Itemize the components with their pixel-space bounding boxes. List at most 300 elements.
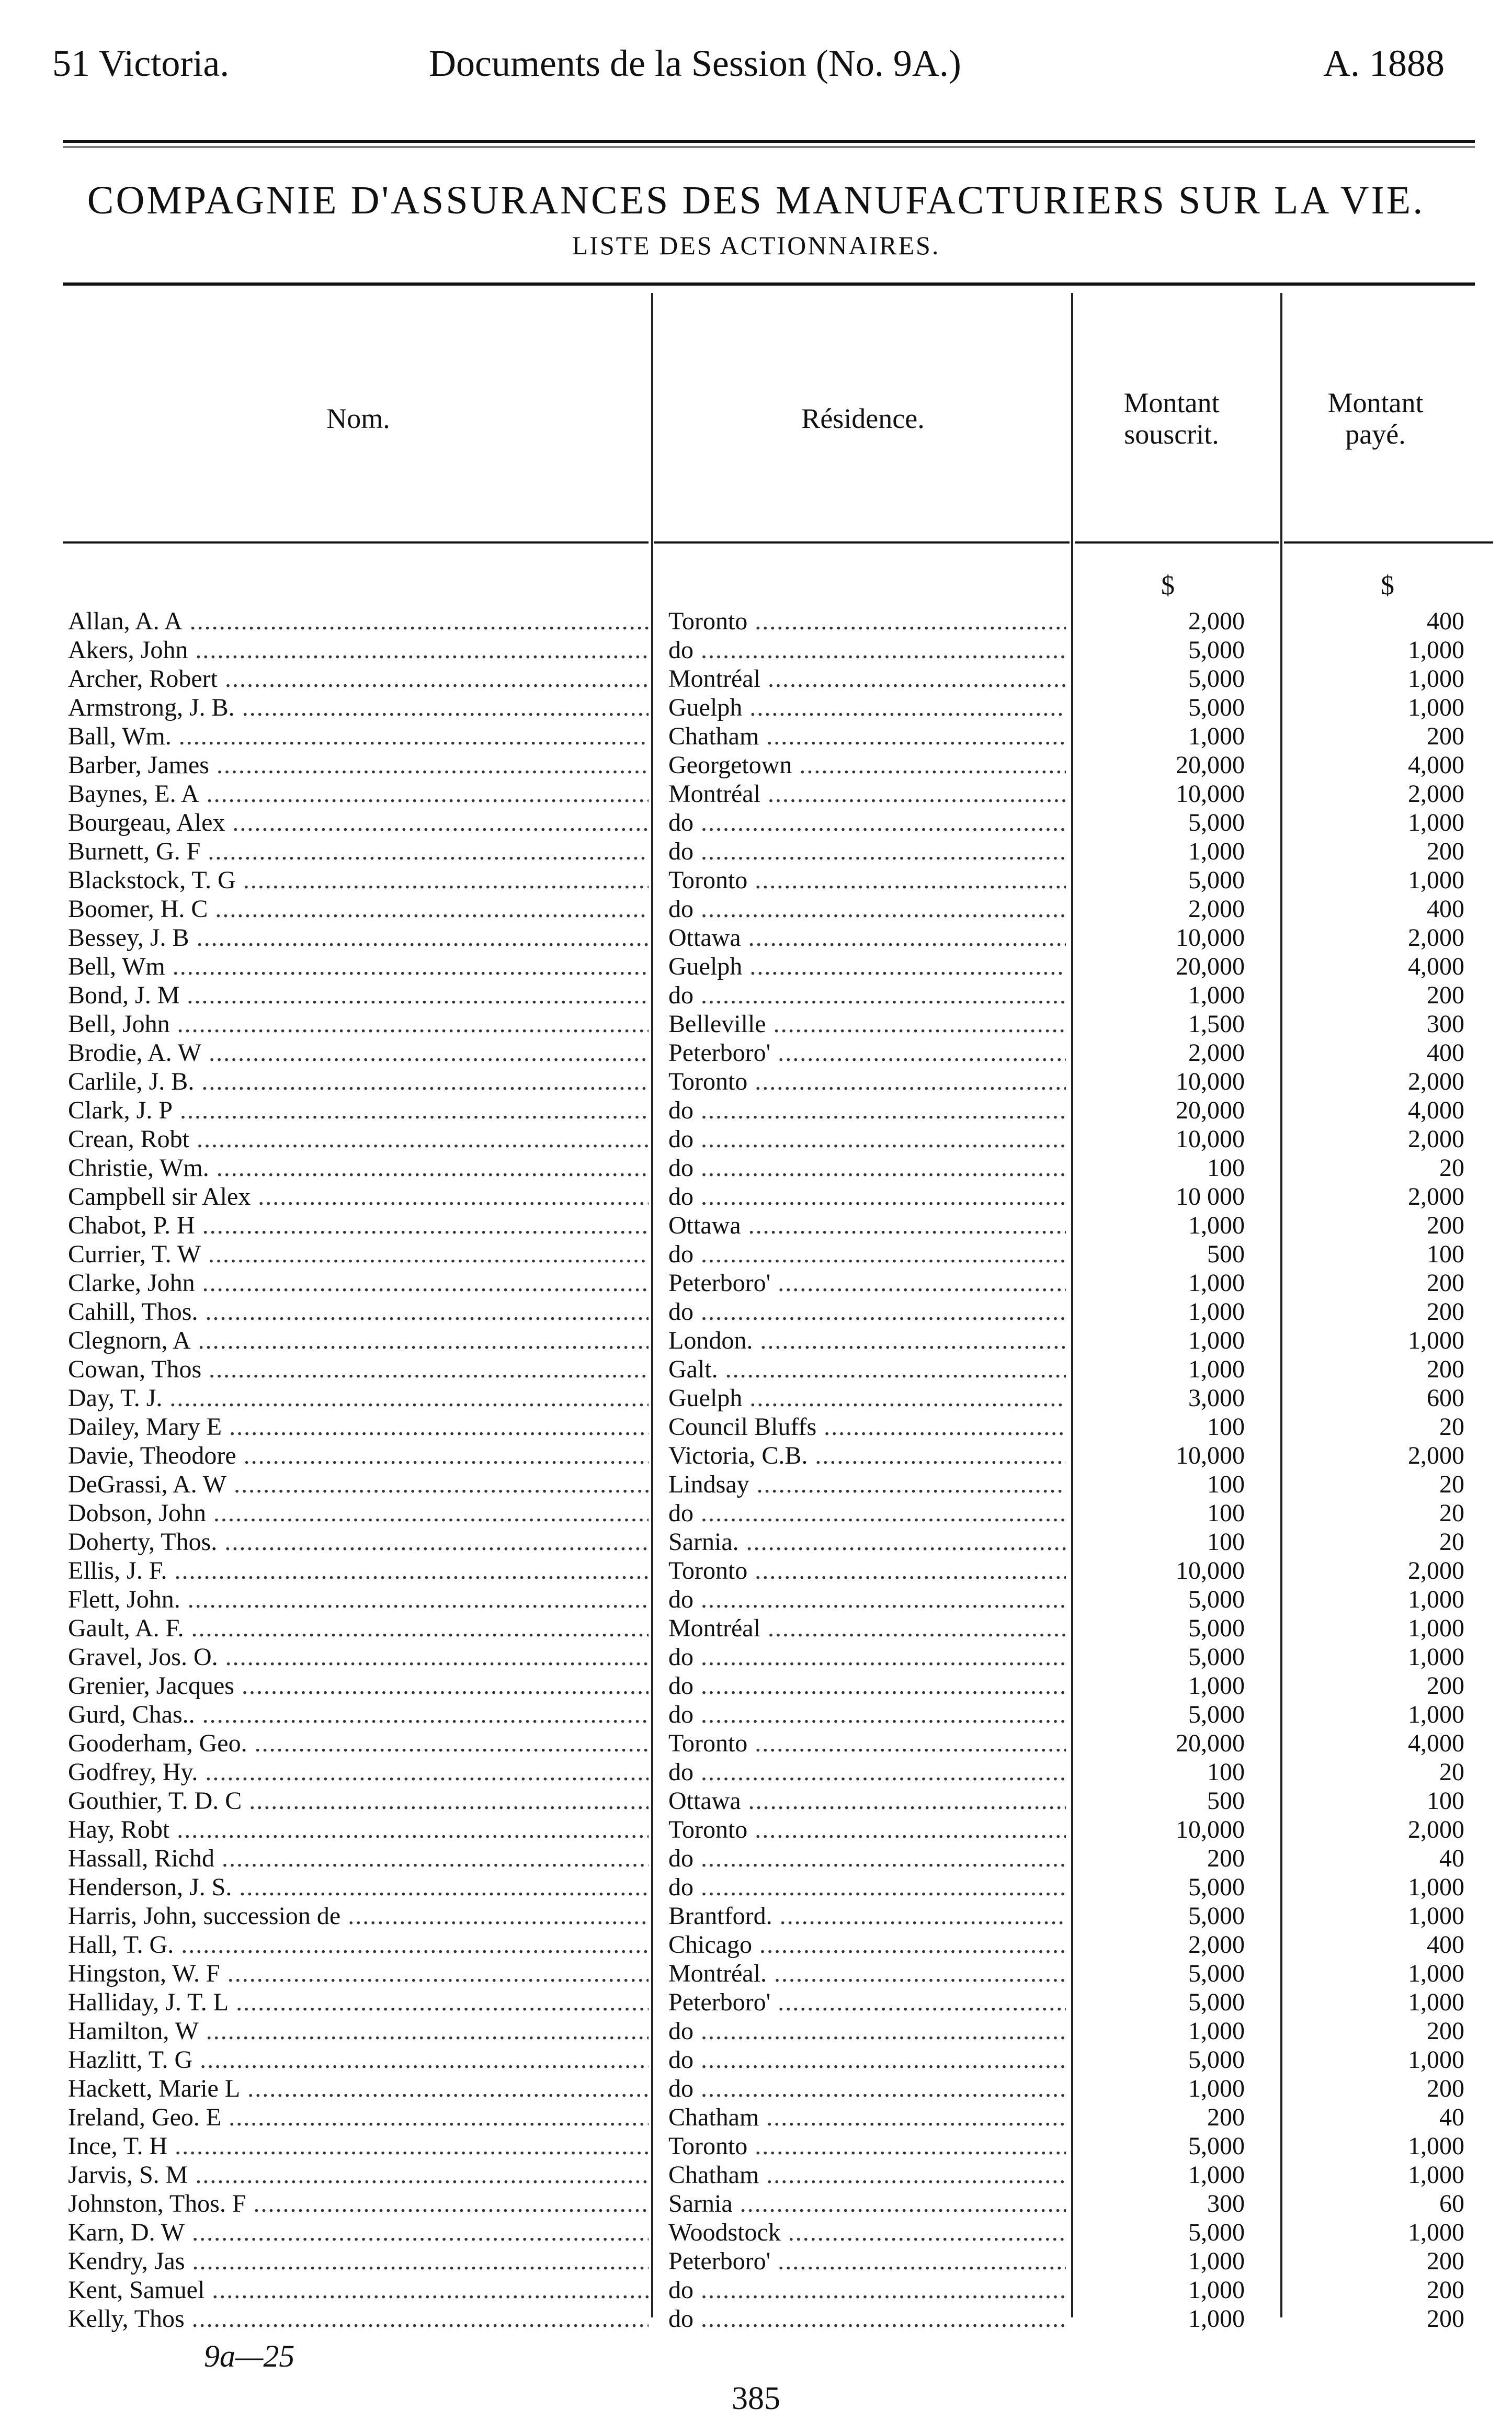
shareholder-residence: do ..... [668, 837, 1066, 866]
table-row [0, 2074, 1512, 2103]
table-row [0, 1528, 1512, 1556]
shareholder-name: Bell, John ..... [68, 1010, 649, 1038]
currency-symbol-subscribed: $ [1161, 571, 1175, 601]
amount-paid: 200 [1427, 1298, 1464, 1326]
shareholder-residence: Guelph ..... [668, 693, 1066, 722]
table-row [0, 1038, 1512, 1067]
shareholder-name: Ball, Wm. ..... [68, 722, 649, 751]
shareholder-name: Cahill, Thos. ..... [68, 1297, 649, 1326]
amount-subscribed: 100 [1207, 1758, 1245, 1786]
column-header-name: Nom. [326, 403, 390, 434]
shareholder-residence: Sarnia. ..... [668, 1528, 1066, 1556]
shareholder-residence: Woodstock ..... [668, 2218, 1066, 2247]
shareholder-residence: Toronto ..... [668, 1067, 1066, 1096]
shareholder-name: Archer, Robert ..... [68, 664, 649, 693]
amount-subscribed: 100 [1207, 1413, 1245, 1441]
amount-subscribed: 5,000 [1188, 2046, 1245, 2074]
shareholder-residence: Sarnia ..... [668, 2189, 1066, 2218]
amount-paid: 1,000 [1408, 1586, 1464, 1613]
amount-paid: 2,000 [1408, 1816, 1464, 1843]
amount-subscribed: 10,000 [1176, 1125, 1245, 1153]
shareholder-name: Bond, J. M ..... [68, 981, 649, 1010]
shareholder-residence: Ottawa ..... [668, 1211, 1066, 1240]
amount-paid: 20 [1439, 1499, 1464, 1527]
table-row [0, 1125, 1512, 1153]
shareholder-name: Bessey, J. B ..... [68, 923, 649, 952]
shareholder-residence: do ..... [668, 1499, 1066, 1528]
column-header-rule-name [63, 541, 649, 544]
shareholder-name: Carlile, J. B. ..... [68, 1067, 649, 1096]
shareholder-name: Hackett, Marie L ..... [68, 2074, 649, 2103]
amount-subscribed: 5,000 [1188, 1614, 1245, 1642]
table-row [0, 2276, 1512, 2304]
amount-subscribed: 1,000 [1188, 838, 1245, 865]
shareholder-name: Baynes, E. A ..... [68, 779, 649, 808]
table-row [0, 1729, 1512, 1758]
amount-subscribed: 1,000 [1188, 2017, 1245, 2045]
amount-paid: 200 [1427, 2276, 1464, 2304]
amount-subscribed: 200 [1207, 2103, 1245, 2131]
table-row [0, 1614, 1512, 1643]
amount-subscribed: 10,000 [1176, 924, 1245, 952]
amount-paid: 4,000 [1408, 1729, 1464, 1757]
shareholder-residence: Peterboro' ..... [668, 1988, 1066, 2017]
shareholder-residence: do ..... [668, 1671, 1066, 1700]
amount-paid: 2,000 [1408, 1068, 1464, 1095]
amount-subscribed: 10,000 [1176, 1816, 1245, 1843]
shareholder-name: Kendry, Jas ..... [68, 2247, 649, 2276]
table-row [0, 636, 1512, 664]
shareholder-name: Hassall, Richd ..... [68, 1844, 649, 1873]
amount-subscribed: 5,000 [1188, 1586, 1245, 1613]
shareholder-name: Henderson, J. S. ..... [68, 1873, 649, 1902]
shareholder-residence: do ..... [668, 2045, 1066, 2074]
amount-paid: 400 [1427, 1931, 1464, 1959]
table-row [0, 2045, 1512, 2074]
table-row [0, 1269, 1512, 1297]
shareholder-name: Johnston, Thos. F ..... [68, 2189, 649, 2218]
amount-paid: 4,000 [1408, 953, 1464, 980]
amount-paid: 1,000 [1408, 809, 1464, 836]
header-session: 51 Victoria. [52, 42, 230, 84]
shareholder-residence: Peterboro' ..... [668, 2247, 1066, 2276]
shareholder-name: Gouthier, T. D. C ..... [68, 1786, 649, 1815]
sheet-signature: 9a—25 [204, 2339, 295, 2373]
table-row [0, 1182, 1512, 1211]
amount-paid: 1,000 [1408, 2219, 1464, 2246]
table-row [0, 1873, 1512, 1902]
amount-subscribed: 1,000 [1188, 2161, 1245, 2189]
table-row [0, 1815, 1512, 1844]
table-row [0, 1412, 1512, 1441]
table-row [0, 1988, 1512, 2017]
shareholder-residence: Belleville ..... [668, 1010, 1066, 1038]
shareholder-residence: do ..... [668, 1125, 1066, 1153]
shareholder-name: Barber, James ..... [68, 751, 649, 779]
shareholder-residence: do ..... [668, 1844, 1066, 1873]
amount-paid: 200 [1427, 2247, 1464, 2275]
shareholder-residence: Council Bluffs ..... [668, 1412, 1066, 1441]
amount-subscribed: 3,000 [1188, 1384, 1245, 1412]
shareholder-name: Ireland, Geo. E ..... [68, 2103, 649, 2132]
shareholder-residence: London. ..... [668, 1326, 1066, 1355]
table-row [0, 1786, 1512, 1815]
amount-subscribed: 5,000 [1188, 2132, 1245, 2160]
shareholder-name: Boomer, H. C ..... [68, 895, 649, 923]
shareholder-name: Kent, Samuel ..... [68, 2276, 649, 2304]
shareholder-name: Bourgeau, Alex ..... [68, 808, 649, 837]
shareholder-residence: Victoria, C.B. ..... [668, 1441, 1066, 1470]
table-row [0, 1067, 1512, 1096]
amount-paid: 1,000 [1408, 1327, 1464, 1354]
shareholder-name: Ellis, J. F. ..... [68, 1556, 649, 1585]
amount-paid: 2,000 [1408, 924, 1464, 952]
shareholder-name: Gurd, Chas.. ..... [68, 1700, 649, 1729]
amount-subscribed: 5,000 [1188, 694, 1245, 721]
amount-subscribed: 1,000 [1188, 722, 1245, 750]
shareholder-residence: do ..... [668, 1153, 1066, 1182]
table-row [0, 1010, 1512, 1038]
table-row [0, 1470, 1512, 1499]
currency-symbol-paid: $ [1381, 571, 1394, 601]
amount-subscribed: 1,000 [1188, 1212, 1245, 1239]
amount-paid: 100 [1427, 1787, 1464, 1815]
table-row [0, 1585, 1512, 1614]
column-header-rule-paid [1284, 541, 1493, 544]
amount-subscribed: 300 [1207, 2190, 1245, 2218]
table-row [0, 2103, 1512, 2132]
amount-subscribed: 5,000 [1188, 636, 1245, 664]
amount-subscribed: 5,000 [1188, 1873, 1245, 1901]
shareholder-residence: Ottawa ..... [668, 923, 1066, 952]
table-row [0, 1355, 1512, 1384]
amount-paid: 1,000 [1408, 1902, 1464, 1930]
amount-paid: 1,000 [1408, 665, 1464, 693]
shareholder-name: Cowan, Thos ..... [68, 1355, 649, 1384]
amount-paid: 200 [1427, 2075, 1464, 2102]
amount-subscribed: 5,000 [1188, 1701, 1245, 1728]
shareholder-residence: Ottawa ..... [668, 1786, 1066, 1815]
shareholder-residence: Galt. ..... [668, 1355, 1066, 1384]
amount-paid: 40 [1439, 1845, 1464, 1872]
shareholder-residence: Peterboro' ..... [668, 1269, 1066, 1297]
amount-paid: 200 [1427, 722, 1464, 750]
amount-subscribed: 2,000 [1188, 1039, 1245, 1067]
amount-paid: 600 [1427, 1384, 1464, 1412]
amount-subscribed: 2,000 [1188, 607, 1245, 635]
amount-subscribed: 1,000 [1188, 981, 1245, 1009]
shareholder-name: Godfrey, Hy. ..... [68, 1758, 649, 1786]
amount-subscribed: 5,000 [1188, 866, 1245, 894]
table-row [0, 2247, 1512, 2276]
shareholder-name: Clegnorn, A ..... [68, 1326, 649, 1355]
amount-subscribed: 10,000 [1176, 780, 1245, 808]
amount-paid: 200 [1427, 1269, 1464, 1297]
amount-subscribed: 10 000 [1176, 1183, 1245, 1210]
amount-subscribed: 1,000 [1188, 2276, 1245, 2304]
amount-paid: 400 [1427, 607, 1464, 635]
shareholder-name: Harris, John, succession de ..... [68, 1902, 649, 1930]
document-title: COMPAGNIE D'ASSURANCES DES MANUFACTURIERS SUR LA VIE. [87, 178, 1425, 222]
shareholder-name: Gravel, Jos. O. ..... [68, 1643, 649, 1671]
amount-subscribed: 100 [1207, 1528, 1245, 1556]
amount-paid: 1,000 [1408, 1614, 1464, 1642]
table-row [0, 1844, 1512, 1873]
column-header-rule-residence [654, 541, 1070, 544]
amount-paid: 20 [1439, 1413, 1464, 1441]
amount-subscribed: 2,000 [1188, 895, 1245, 923]
table-row [0, 1758, 1512, 1786]
shareholder-residence: do ..... [668, 895, 1066, 923]
shareholder-name: Christie, Wm. ..... [68, 1153, 649, 1182]
shareholder-name: Hingston, W. F ..... [68, 1959, 649, 1988]
table-row [0, 866, 1512, 895]
amount-subscribed: 1,000 [1188, 2247, 1245, 2275]
amount-subscribed: 5,000 [1188, 1643, 1245, 1671]
amount-subscribed: 1,000 [1188, 1298, 1245, 1326]
amount-paid: 200 [1427, 2017, 1464, 2045]
shareholder-name: Currier, T. W ..... [68, 1240, 649, 1269]
shareholder-residence: Peterboro' ..... [668, 1038, 1066, 1067]
shareholder-name: Allan, A. A ..... [68, 607, 649, 636]
amount-paid: 200 [1427, 2305, 1464, 2333]
table-row [0, 2132, 1512, 2160]
table-row [0, 2189, 1512, 2218]
shareholder-residence: Toronto ..... [668, 1729, 1066, 1758]
shareholder-name: Day, T. J. ..... [68, 1384, 649, 1412]
amount-subscribed: 5,000 [1188, 809, 1245, 836]
amount-paid: 400 [1427, 1039, 1464, 1067]
amount-subscribed: 2,000 [1188, 1931, 1245, 1959]
shareholder-name: Clarke, John ..... [68, 1269, 649, 1297]
shareholder-name: Davie, Theodore ..... [68, 1441, 649, 1470]
shareholder-name: Gooderham, Geo. ..... [68, 1729, 649, 1758]
table-row [0, 981, 1512, 1010]
table-row [0, 693, 1512, 722]
amount-subscribed: 5,000 [1188, 1902, 1245, 1930]
shareholder-residence: Georgetown ..... [668, 751, 1066, 779]
document-subtitle: LISTE DES ACTIONNAIRES. [572, 231, 940, 260]
amount-subscribed: 5,000 [1188, 1960, 1245, 1987]
amount-paid: 1,000 [1408, 636, 1464, 664]
shareholder-name: Burnett, G. F ..... [68, 837, 649, 866]
amount-paid: 100 [1427, 1240, 1464, 1268]
amount-subscribed: 5,000 [1188, 665, 1245, 693]
shareholder-residence: Chatham ..... [668, 2160, 1066, 2189]
amount-paid: 20 [1439, 1528, 1464, 1556]
table-row [0, 1643, 1512, 1671]
table-row [0, 1930, 1512, 1959]
shareholder-name: Kelly, Thos ..... [68, 2304, 649, 2333]
amount-subscribed: 1,500 [1188, 1010, 1245, 1038]
header-document: Documents de la Session (No. 9A.) [429, 42, 961, 84]
shareholder-name: Hamilton, W ..... [68, 2017, 649, 2045]
table-row [0, 664, 1512, 693]
shareholder-residence: Montréal ..... [668, 779, 1066, 808]
amount-paid: 1,000 [1408, 1960, 1464, 1987]
shareholder-residence: do ..... [668, 1873, 1066, 1902]
shareholder-name: Chabot, P. H ..... [68, 1211, 649, 1240]
shareholder-residence: do ..... [668, 1297, 1066, 1326]
shareholder-residence: Toronto ..... [668, 607, 1066, 636]
table-row [0, 1326, 1512, 1355]
shareholder-name: Blackstock, T. G ..... [68, 866, 649, 895]
table-row [0, 751, 1512, 779]
shareholder-residence: Chicago ..... [668, 1930, 1066, 1959]
shareholder-name: Dailey, Mary E ..... [68, 1412, 649, 1441]
amount-paid: 1,000 [1408, 1873, 1464, 1901]
amount-subscribed: 10,000 [1176, 1442, 1245, 1469]
amount-paid: 1,000 [1408, 2132, 1464, 2160]
shareholder-residence: do ..... [668, 2304, 1066, 2333]
table-row [0, 1499, 1512, 1528]
amount-paid: 2,000 [1408, 1183, 1464, 1210]
shareholder-residence: do ..... [668, 636, 1066, 664]
table-row [0, 952, 1512, 981]
shareholder-residence: Toronto ..... [668, 866, 1066, 895]
amount-subscribed: 1,000 [1188, 1355, 1245, 1383]
shareholder-name: Clark, J. P ..... [68, 1096, 649, 1125]
shareholder-residence: Lindsay ..... [668, 1470, 1066, 1499]
shareholder-residence: Toronto ..... [668, 1815, 1066, 1844]
table-row [0, 1671, 1512, 1700]
shareholder-name: Flett, John. ..... [68, 1585, 649, 1614]
column-header-subscribed: Montant souscrit. [1123, 387, 1220, 450]
running-header [0, 42, 1512, 89]
table-row [0, 1096, 1512, 1125]
amount-subscribed: 1,000 [1188, 1672, 1245, 1700]
amount-paid: 1,000 [1408, 1643, 1464, 1671]
amount-subscribed: 5,000 [1188, 1988, 1245, 2016]
amount-paid: 2,000 [1408, 1125, 1464, 1153]
amount-subscribed: 500 [1207, 1787, 1245, 1815]
table-row [0, 923, 1512, 952]
shareholder-residence: Guelph ..... [668, 952, 1066, 981]
amount-subscribed: 20,000 [1176, 751, 1245, 779]
amount-paid: 20 [1439, 1470, 1464, 1498]
shareholder-name: Dobson, John ..... [68, 1499, 649, 1528]
amount-paid: 200 [1427, 1672, 1464, 1700]
table-row [0, 1556, 1512, 1585]
shareholder-residence: do ..... [668, 1096, 1066, 1125]
table-row [0, 1441, 1512, 1470]
amount-subscribed: 20,000 [1176, 1096, 1245, 1124]
amount-subscribed: 100 [1207, 1470, 1245, 1498]
amount-subscribed: 1,000 [1188, 1327, 1245, 1354]
amount-paid: 2,000 [1408, 1442, 1464, 1469]
shareholder-name: Hall, T. G. ..... [68, 1930, 649, 1959]
amount-paid: 1,000 [1408, 694, 1464, 721]
amount-paid: 1,000 [1408, 1988, 1464, 2016]
shareholder-name: Hay, Robt ..... [68, 1815, 649, 1844]
shareholder-residence: do ..... [668, 1182, 1066, 1211]
amount-paid: 200 [1427, 1355, 1464, 1383]
shareholder-residence: do ..... [668, 1585, 1066, 1614]
amount-subscribed: 1,000 [1188, 2305, 1245, 2333]
table-row [0, 2160, 1512, 2189]
table-row [0, 779, 1512, 808]
shareholder-name: DeGrassi, A. W ..... [68, 1470, 649, 1499]
amount-paid: 200 [1427, 1212, 1464, 1239]
shareholder-name: Doherty, Thos. ..... [68, 1528, 649, 1556]
shareholder-name: Halliday, J. T. L ..... [68, 1988, 649, 2017]
header-year: A. 1888 [1323, 42, 1445, 84]
amount-paid: 40 [1439, 2103, 1464, 2131]
table-row [0, 1240, 1512, 1269]
shareholder-residence: do ..... [668, 1758, 1066, 1786]
shareholder-name: Gault, A. F. ..... [68, 1614, 649, 1643]
shareholder-residence: do ..... [668, 808, 1066, 837]
shareholder-name: Ince, T. H ..... [68, 2132, 649, 2160]
shareholder-residence: Chatham ..... [668, 722, 1066, 751]
amount-paid: 20 [1439, 1758, 1464, 1786]
table-row [0, 2017, 1512, 2045]
amount-paid: 20 [1439, 1154, 1464, 1182]
shareholder-name: Jarvis, S. M ..... [68, 2160, 649, 2189]
table-row [0, 1700, 1512, 1729]
shareholder-residence: do ..... [668, 1643, 1066, 1671]
column-header-rule-subscribed [1075, 541, 1279, 544]
table-row [0, 1902, 1512, 1930]
table-row [0, 1959, 1512, 1988]
amount-subscribed: 1,000 [1188, 2075, 1245, 2102]
shareholder-residence: do ..... [668, 2276, 1066, 2304]
amount-subscribed: 10,000 [1176, 1557, 1245, 1585]
shareholder-residence: do ..... [668, 1240, 1066, 1269]
amount-paid: 4,000 [1408, 751, 1464, 779]
shareholder-residence: do ..... [668, 981, 1066, 1010]
amount-subscribed: 200 [1207, 1845, 1245, 1872]
column-header-residence: Résidence. [801, 403, 925, 434]
amount-subscribed: 10,000 [1176, 1068, 1245, 1095]
amount-subscribed: 500 [1207, 1240, 1245, 1268]
table-row [0, 1211, 1512, 1240]
amount-subscribed: 20,000 [1176, 953, 1245, 980]
shareholder-name: Hazlitt, T. G ..... [68, 2045, 649, 2074]
table-row [0, 1153, 1512, 1182]
shareholder-name: Armstrong, J. B. ..... [68, 693, 649, 722]
title-rule [63, 282, 1475, 286]
amount-paid: 1,000 [1408, 2046, 1464, 2074]
header-rule [63, 140, 1475, 143]
shareholder-name: Brodie, A. W ..... [68, 1038, 649, 1067]
shareholder-residence: Chatham ..... [668, 2103, 1066, 2132]
amount-subscribed: 100 [1207, 1499, 1245, 1527]
table-row [0, 1384, 1512, 1412]
table-row [0, 1297, 1512, 1326]
shareholder-name: Crean, Robt ..... [68, 1125, 649, 1153]
column-header-paid: Montant payé. [1327, 387, 1424, 450]
table-row [0, 895, 1512, 923]
shareholder-name: Karn, D. W ..... [68, 2218, 649, 2247]
amount-paid: 200 [1427, 981, 1464, 1009]
table-row [0, 722, 1512, 751]
shareholder-name: Bell, Wm ..... [68, 952, 649, 981]
shareholder-name: Campbell sir Alex ..... [68, 1182, 649, 1211]
amount-paid: 300 [1427, 1010, 1464, 1038]
shareholder-residence: Toronto ..... [668, 2132, 1066, 2160]
table-row [0, 808, 1512, 837]
table-row [0, 607, 1512, 636]
amount-subscribed: 100 [1207, 1154, 1245, 1182]
amount-paid: 200 [1427, 838, 1464, 865]
amount-paid: 1,000 [1408, 2161, 1464, 2189]
shareholder-residence: do ..... [668, 2074, 1066, 2103]
shareholder-residence: Montréal. ..... [668, 1959, 1066, 1988]
amount-paid: 400 [1427, 895, 1464, 923]
table-row [0, 2218, 1512, 2247]
amount-paid: 4,000 [1408, 1096, 1464, 1124]
